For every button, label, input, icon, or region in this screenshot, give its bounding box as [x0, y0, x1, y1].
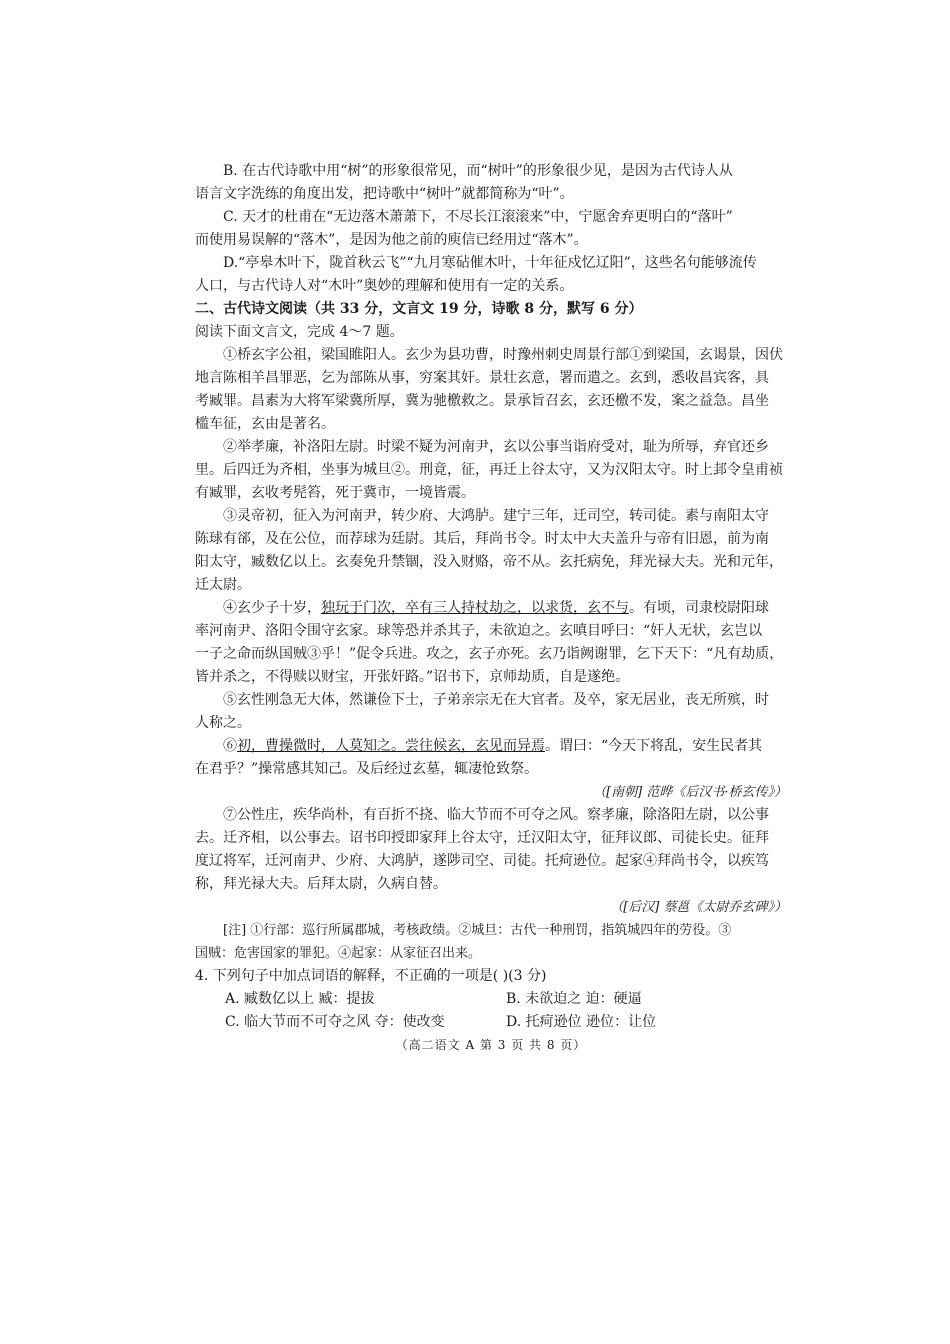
passage-p2-line-1: ②举孝廉，补洛阳左尉。时梁不疑为河南尹，玄以公事当诣府受对，耻为所辱，弃官还乡 — [223, 439, 769, 455]
passage-p7-line-2: 去。迁齐相，以公事去。诏书印授即家拜上谷太守，迁汉阳太守，征拜议郎、司徒长史。征拜 — [195, 830, 769, 846]
passage-p7-line-1: ⑦公性庄，疾华尚朴，有百折不挠、临大节而不可夺之风。察孝廉，除洛阳左尉，以公事 — [223, 807, 769, 823]
passage-p3-line-4: 迁太尉。 — [195, 577, 251, 593]
underlined-sentence-1: 独玩于门次，卒有三人持杖劫之，以求货，玄不与 — [321, 600, 629, 616]
passage-p4-lead: ④玄少子十岁， — [223, 600, 321, 616]
passage-p4-line-3: 一子之命而纵国贼③乎！”促令兵进。攻之，玄子亦死。玄乃诣阙谢罪，乞下天下：“凡有劫质， — [195, 646, 784, 662]
passage-p7-line-3: 度辽将军，迁河南尹、少府、大鸿胪，遂陟司空、司徒。托疴逊位。起家④拜尚书令，以疾笃 — [195, 853, 769, 869]
annotation-line-2: 国贼：危害国家的罪犯。④起家：从家征召出来。 — [195, 946, 482, 961]
passage-p5-line-2: 人称之。 — [195, 715, 251, 731]
passage-p6-lead: ⑥ — [223, 738, 237, 754]
passage-p1-line-1: ①桥玄字公祖，梁国睢阳人。玄少为县功曹，时豫州刺史周景行部①到梁国，玄谒景，因伏 — [223, 347, 783, 363]
passage-p1-line-4: 槛车征，玄由是著名。 — [195, 416, 335, 432]
section-heading: 二、古代诗文阅读（共 33 分，文言文 19 分，诗歌 8 分，默写 6 分） — [195, 301, 643, 317]
question-4-option-d: D. 托疴逊位 逊位：让位 — [506, 1014, 657, 1030]
source-citation-1: （[南朝] 范晔《后汉书·桥玄传》） — [593, 785, 787, 800]
passage-p7-line-4: 称，拜光禄大夫。后拜太尉，久病自替。 — [195, 876, 447, 892]
page-content — [195, 160, 787, 1057]
underlined-sentence-2: 初，曹操微时，人莫知之。尝往候玄，玄见而异焉 — [237, 738, 545, 754]
passage-p4-line-2: 率河南尹、洛阳令围守玄家。球等恐并杀其子，未欲迫之。玄嗔目呼曰：“奸人无状，玄岂以 — [195, 623, 763, 639]
passage-p3-line-2: 陈球有郤，及在公位，而荐球为廷尉。其后，拜尚书令。时太中大夫盖升与帝有旧恩，前为南 — [195, 531, 769, 547]
passage-p4-tail: 。有顷，司隶校尉阳球 — [629, 600, 769, 616]
question-4-options-row-2 — [195, 1011, 787, 1034]
option-c-line-2: 而使用易误解的“落木”，是因为他之前的庾信已经用过“落木”。 — [195, 232, 588, 248]
passage-p6-line-1 — [195, 735, 787, 758]
passage-p3-line-1: ③灵帝初，征入为河南尹，转少府、大鸿胪。建宁三年，迁司空，转司徒。素与南阳太守 — [223, 508, 769, 524]
passage-p2-line-2: 里。后四迁为齐相，坐事为城旦②。刑竟，征，再迁上谷太守，又为汉阳太守。时上邽令皇甫祯 — [195, 462, 783, 478]
passage-p1-line-3: 考臧罪。昌素为大将军梁冀所厚，冀为驰檄救之。景承旨召玄，玄还檄不发，案之益急。昌坐 — [195, 393, 769, 409]
question-4-option-b: B. 未欲迫之 迫：硬逼 — [506, 991, 642, 1007]
option-b-line-1: B. 在古代诗歌中用“树”的形象很常见，而“树叶”的形象很少见，是因为古代诗人从 — [223, 163, 733, 179]
source-citation-2: （[后汉] 蔡邕《太尉乔玄碑》） — [610, 900, 787, 915]
passage-p1-line-2: 地言陈相羊昌罪恶，乞为部陈从事，穷案其奸。景壮玄意，署而遣之。玄到，悉收昌宾客，具 — [195, 370, 769, 386]
passage-p6-line-2: 在君乎？”操常感其知己。及后经过玄墓，辄凄怆致祭。 — [195, 761, 539, 777]
passage-p4-line-4: 皆并杀之，不得赎以财宝，开张奸路。”诏书下，京师劫质，自是遂绝。 — [195, 669, 630, 685]
question-4-option-c: C. 临大节而不可夺之风 夺：使改变 — [225, 1014, 445, 1030]
question-4-option-a: A. 臧数亿以上 臧：提拔 — [225, 991, 375, 1007]
page-footer: （高二语文 A 第 3 页 共 8 页） — [395, 1038, 587, 1052]
reading-instruction: 阅读下面文言文，完成 4～7 题。 — [195, 324, 404, 340]
option-c-line-1: C. 天才的杜甫在“无边落木萧萧下，不尽长江滚滚来”中，宁愿舍弃更明白的“落叶” — [223, 209, 733, 225]
question-4-options-row-1 — [195, 988, 787, 1011]
passage-p5-line-1: ⑤玄性刚急无大体，然谦俭下士，子弟亲宗无在大官者。及卒，家无居业，丧无所殡，时 — [223, 692, 769, 708]
passage-p4-line-1 — [195, 597, 787, 620]
annotation-line-1: [注] ①行部：巡行所属郡城，考核政绩。②城旦：古代一种刑罚，指筑城四年的劳役。③ — [223, 923, 732, 938]
passage-p6-tail: 。谓曰：“今天下将乱，安生民者其 — [545, 738, 763, 754]
question-4-stem: 4. 下列句子中加点词语的解释，不正确的一项是( )(3 分) — [195, 968, 547, 984]
option-b-line-2: 语言文字洗练的角度出发，把诗歌中“树叶”就都简称为“叶”。 — [195, 186, 574, 202]
option-d-line-2: 人口，与古代诗人对“木叶”奥妙的理解和使用有一定的关系。 — [195, 278, 574, 294]
passage-p2-line-3: 有臧罪，玄收考髡笞，死于冀市，一境皆震。 — [195, 485, 475, 501]
passage-p3-line-3: 阳太守，臧数亿以上。玄奏免升禁锢，没入财赂，帝不从。玄托病免，拜光禄大夫。光和元年， — [195, 554, 783, 570]
option-d-line-1: D.“亭皋木叶下，陇首秋云飞”“九月寒砧催木叶，十年征戍忆辽阳”，这些名句能够流传 — [223, 255, 757, 271]
